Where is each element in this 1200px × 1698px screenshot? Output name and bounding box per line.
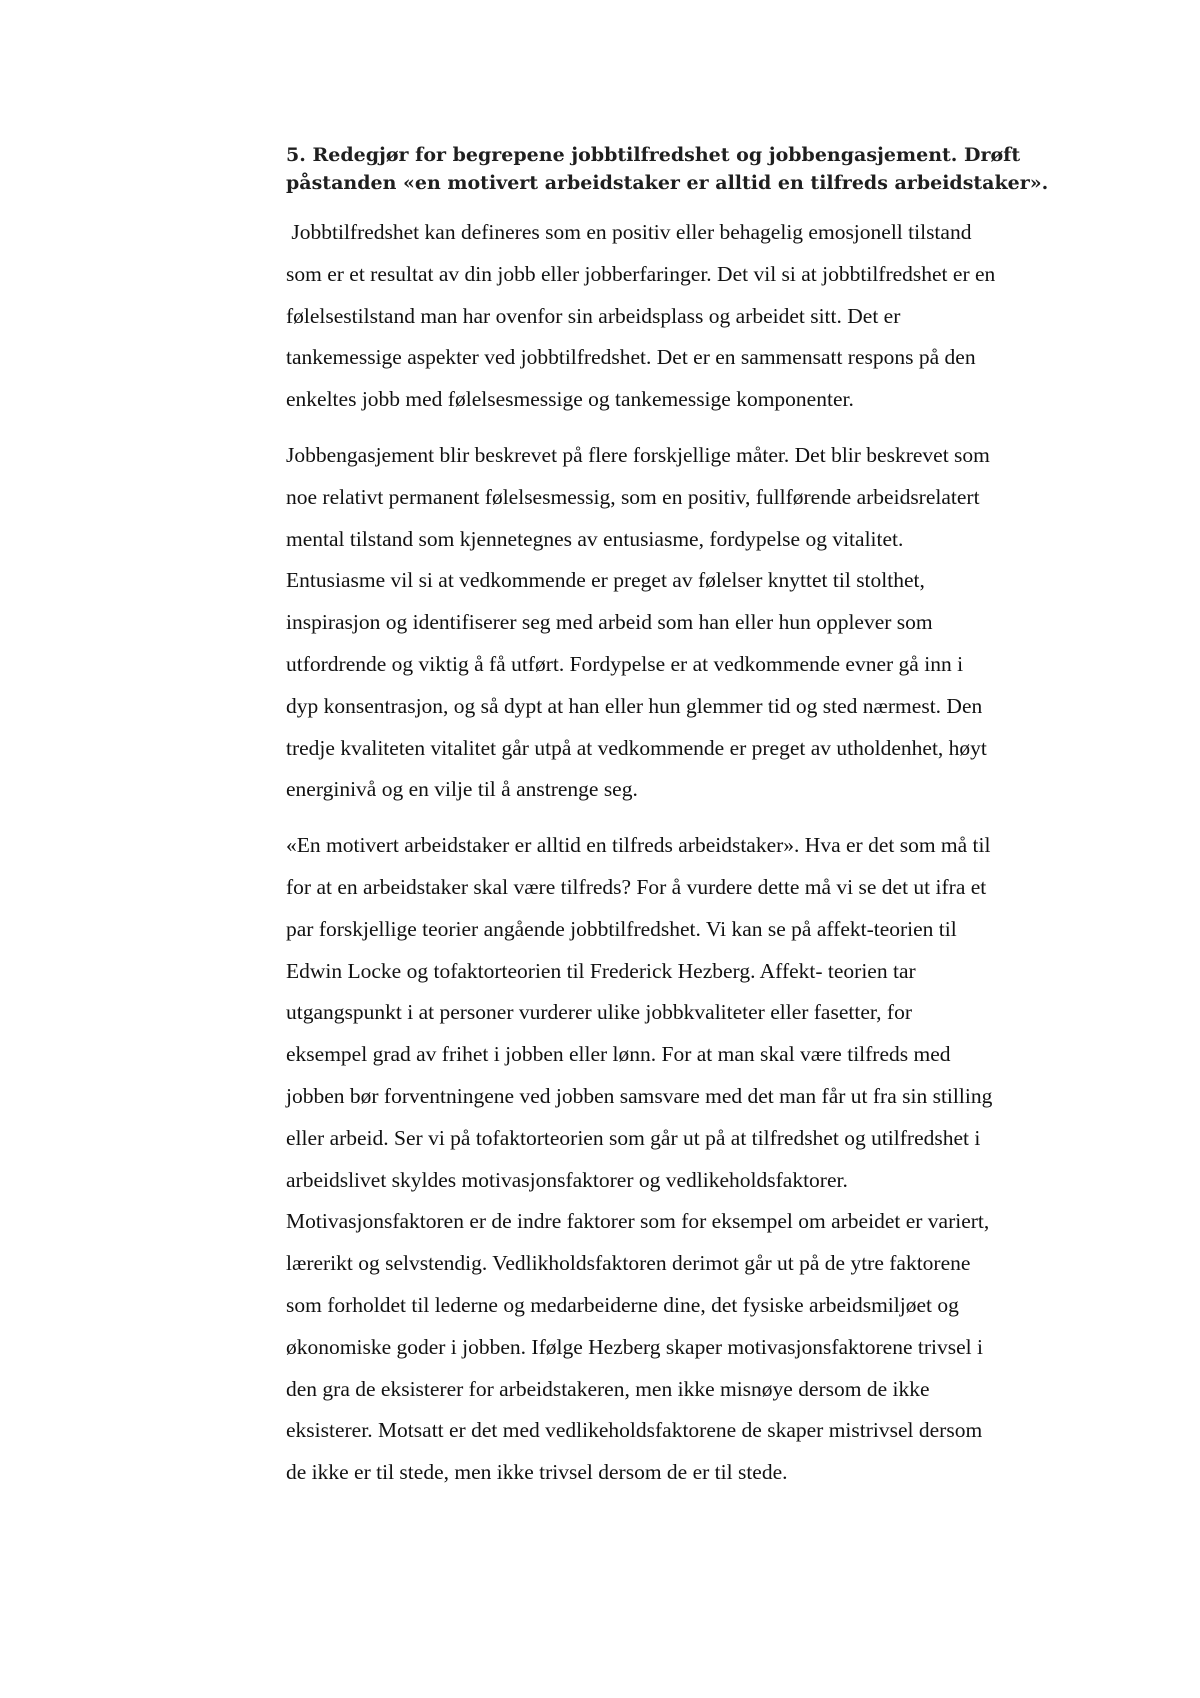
- text-line: energinivå og en vilje til å anstrenge seg.: [286, 777, 638, 802]
- text-line: lærerikt og selvstendig. Vedlikholdsfaktoren derimot går ut på de ytre faktorene: [286, 1251, 971, 1276]
- text-line: økonomiske goder i jobben. Ifølge Hezberg skaper motivasjonsfaktorene trivsel i: [286, 1334, 983, 1359]
- text-line: eksisterer. Motsatt er det med vedlikeholdsfaktorene de skaper mistrivsel dersom: [286, 1418, 983, 1443]
- text-line: enkeltes jobb med følelsesmessige og tankemessige komponenter.: [286, 387, 854, 412]
- heading-line: påstanden «en motivert arbeidstaker er alltid en tilfreds arbeidstaker».: [286, 172, 1049, 194]
- question-heading: [286, 141, 1106, 197]
- text-line: tankemessige aspekter ved jobbtilfredshet. Det er en sammensatt respons på den: [286, 345, 976, 370]
- text-line: dyp konsentrasjon, og så dypt at han eller hun glemmer tid og sted nærmest. Den: [286, 693, 983, 718]
- text-line: Motivasjonsfaktoren er de indre faktorer som for eksempel om arbeidet er variert,: [286, 1209, 990, 1234]
- text-line: den gra de eksisterer for arbeidstakeren, men ikke misnøye dersom de ikke: [286, 1376, 930, 1401]
- text-line: som er et resultat av din jobb eller jobberfaringer. Det vil si at jobbtilfredshet er en: [286, 261, 996, 286]
- text-line: Edwin Locke og tofaktorteorien til Frederick Hezberg. Affekt- teorien tar: [286, 958, 916, 983]
- text-line: utgangspunkt i at personer vurderer ulike jobbkvaliteter eller fasetter, for: [286, 1000, 912, 1025]
- text-line: noe relativt permanent følelsesmessig, som en positiv, fullførende arbeidsrelatert: [286, 484, 980, 509]
- text-line: for at en arbeidstaker skal være tilfreds? For å vurdere dette må vi se det ut ifra et: [286, 874, 987, 899]
- text-line: eller arbeid. Ser vi på tofaktorteorien som går ut på at tilfredshet og utilfredshet i: [286, 1125, 981, 1150]
- text-line: Jobbengasjement blir beskrevet på flere forskjellige måter. Det blir beskrevet som: [286, 442, 990, 467]
- paragraph-jobbtilfredshet: [286, 212, 1106, 421]
- text-line: som forholdet til lederne og medarbeiderne dine, det fysiske arbeidsmiljøet og: [286, 1292, 959, 1317]
- text-line: arbeidslivet skyldes motivasjonsfaktorer og vedlikeholdsfaktorer.: [286, 1167, 848, 1192]
- document-body: [286, 141, 1106, 1508]
- text-line: «En motivert arbeidstaker er alltid en tilfreds arbeidstaker». Hva er det som må til: [286, 833, 991, 858]
- text-line: Jobbtilfredshet kan defineres som en positiv eller behagelig emosjonell tilstand: [286, 220, 972, 244]
- paragraph-drofting: [286, 825, 1106, 1494]
- text-line: tredje kvaliteten vitalitet går utpå at vedkommende er preget av utholdenhet, høyt: [286, 735, 987, 760]
- text-line: mental tilstand som kjennetegnes av entusiasme, fordypelse og vitalitet.: [286, 526, 904, 551]
- text-line: utfordrende og viktig å få utført. Fordypelse er at vedkommende evner gå inn i: [286, 651, 964, 676]
- text-line: følelsestilstand man har ovenfor sin arbeidsplass og arbeidet sitt. Det er: [286, 303, 901, 328]
- paragraph-jobbengasjement: [286, 435, 1106, 811]
- text-line: Entusiasme vil si at vedkommende er preget av følelser knyttet til stolthet,: [286, 568, 925, 593]
- heading-line: 5. Redegjør for begrepene jobbtilfredshet og jobbengasjement. Drøft: [286, 144, 1021, 166]
- text-line: jobben bør forventningene ved jobben samsvare med det man får ut fra sin stilling: [286, 1083, 993, 1108]
- text-line: eksempel grad av frihet i jobben eller lønn. For at man skal være tilfreds med: [286, 1042, 951, 1067]
- text-line: inspirasjon og identifiserer seg med arbeid som han eller hun opplever som: [286, 610, 933, 635]
- text-line: de ikke er til stede, men ikke trivsel dersom de er til stede.: [286, 1460, 788, 1485]
- text-line: par forskjellige teorier angående jobbtilfredshet. Vi kan se på affekt-teorien til: [286, 916, 957, 941]
